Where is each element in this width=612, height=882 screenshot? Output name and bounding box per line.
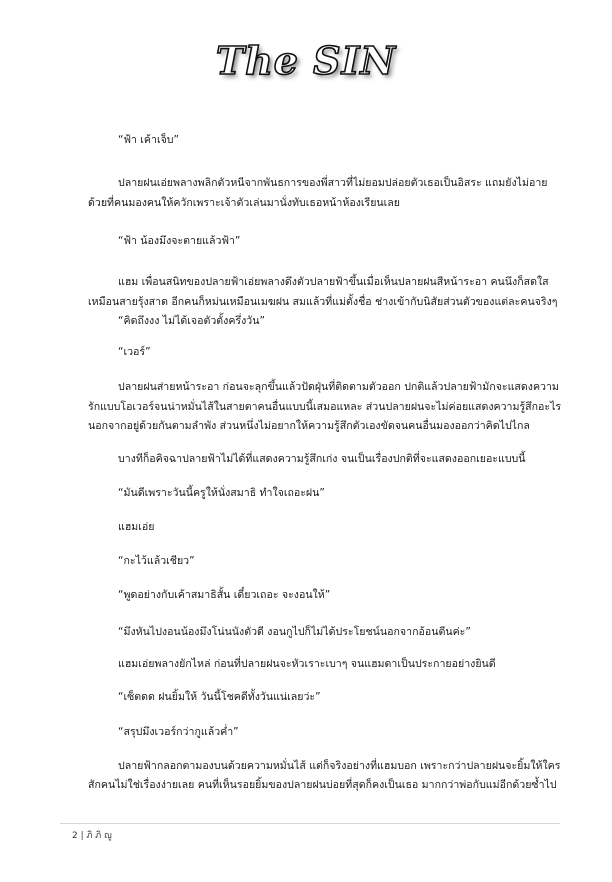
paragraph: ปลายฝนส่ายหน้าระอา ก่อนจะลุกขึ้นแล้วปัดฝุ่นที่ติดตามตัวออก ปกติแล้วปลายฟ้ามักจะแสดงความ [118,381,559,393]
paragraph-continuation: ด้วยที่คนมองคนให้ควักเพราะเจ้าตัวเล่นมานั่งทับเธอหน้าห้องเรียนเลย [88,197,400,209]
paragraph: “ฟ้า น้องมึงจะตายแล้วฟ้า” [118,235,241,247]
footer-divider [60,823,560,824]
paragraph: “สรุปมึงเวอร์กว่ากูแล้วค่ำ” [118,726,239,738]
paragraph-continuation: รักแบบโอเวอร์จนน่าหมั่นไส้ในสายตาคนอื่นแบบนี้เสมอแหละ ส่วนปลายฝนจะไม่ค่อยแสดงความรู้สึกอะไร [88,401,562,413]
paragraph: “กะไว้แล้วเชียว” [118,555,195,567]
paragraph: ปลายฝนเอ่ยพลางพลิกตัวหนีจากพันธการของพี่สาวที่ไม่ยอมปล่อยตัวเธอเป็นอิสระ แถมยังไม่อาย [118,177,548,189]
paragraph-continuation: สักคนไม่ใช่เรื่องง่ายเลย คนที่เห็นรอยยิ้มของปลายฝนบ่อยที่สุดก็คงเป็นเธอ มากกว่าพ่อกับแม่อีกด้วยซ้ำไป [88,779,557,791]
paragraph: “คิดถึงงง ไม่ได้เจอตัวตั้งครึ่งวัน” [118,315,265,327]
paragraph: แฮมเอ่ย [118,521,155,533]
paragraph: “มันดีเพราะวันนี้ครูให้นั่งสมาธิ ทำใจเถอะฝน” [118,487,325,499]
page-footer: 2 | ภิ ภิ ญู [72,831,112,841]
page-title: The SIN [215,38,397,83]
paragraph: “พูดอย่างกับเค้าสมาธิสั้น เดี๋ยวเถอะ จะงอนให้” [118,589,331,601]
paragraph: แฮมเอ่ยพลางยักไหล่ ก่อนที่ปลายฝนจะหัวเราะเบาๆ จนแฮมดาเป็นประกายอย่างยินดี [118,658,496,670]
paragraph: “เซ็ตดด ฝนยิ้มให้ วันนี้โชคดีทั้งวันแน่เลยว่ะ” [118,691,321,703]
paragraph: ปลายฟ้ากลอกตามองบนด้วยความหมั่นไส้ แต่ก็จริงอย่างที่แฮมบอก เพราะกว่าปลายฝนจะยิ้มให้ใคร [118,760,561,772]
paragraph-continuation: เหมือนสายรุ้งสาด อีกคนก็หม่นเหมือนเมฆฝน สมแล้วที่แม่ตั้งชื่อ ช่างเข้ากับนิสัยส่วนตัวของแต่ละคนจริงๆ [88,296,558,308]
paragraph: บางทีก็อคิจฉาปลายฟ้าไม่ได้ที่แสดงความรู้สึกเก่ง จนเป็นเรื่องปกติที่จะแสดงออกเยอะแบบนี้ [118,453,526,465]
paragraph: แฮม เพื่อนสนิทของปลายฟ้าเอ่ยพลางดึงตัวปลายฟ้าขึ้นเมื่อเห็นปลายฝนสีหน้าระอา คนนึงก็สดใส [118,276,549,288]
paragraph-continuation: นอกจากอยู่ด้วยกันตามลำพัง ส่วนหนึ่งไม่อยากให้ความรู้สึกตัวเองขัดจนคนอื่นมองออกว่าคิดไปไกล [88,420,530,432]
paragraph: “ฟ้า เค้าเจ็บ” [118,134,180,146]
paragraph: “มึงหันไปงอนน้องมึงโน่นนังตัวดี งอนกูไปก็ไม่ได้ประโยชน์นอกจากอ้อนตีนค่ะ” [118,626,471,638]
paragraph: “เวอร์” [118,346,151,358]
